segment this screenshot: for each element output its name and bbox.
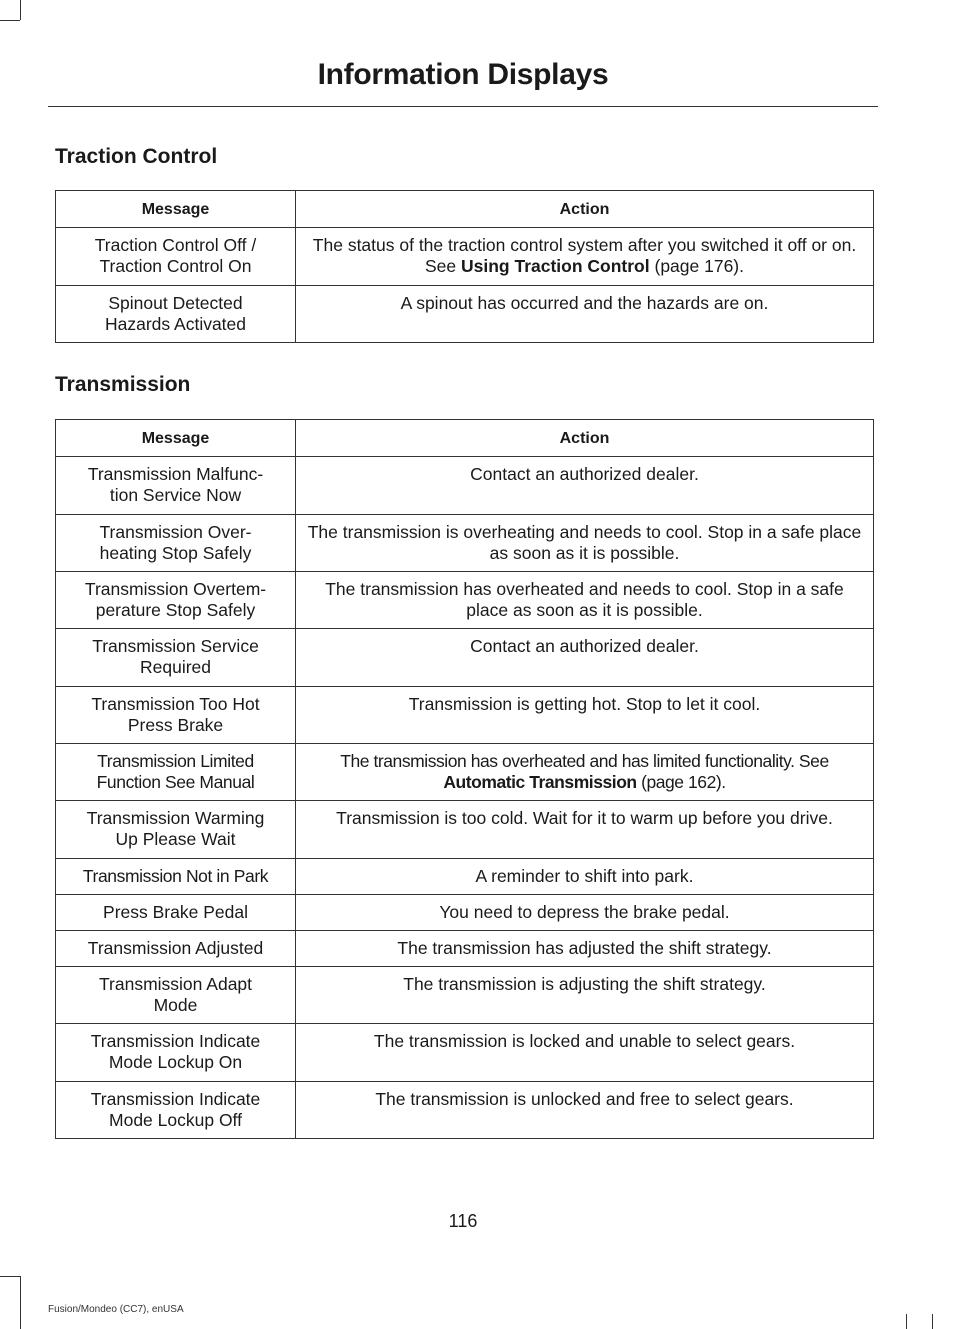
action-text: The transmission has overheated and has limited functionality. See [340, 751, 829, 771]
table-row [56, 744, 874, 801]
action-cell [296, 859, 874, 895]
message-cell [56, 1024, 296, 1082]
action-cell [296, 687, 874, 744]
table-row [56, 967, 874, 1024]
action-cell [296, 457, 874, 515]
message-cell [56, 687, 296, 744]
action-text: The transmission has overheated and needs to cool. Stop in a safe place as soon as it is possible. [325, 579, 844, 620]
column-header-message: Message [56, 420, 296, 457]
message-line: Mode Lockup Off [109, 1110, 242, 1130]
action-cell [296, 572, 874, 629]
action-cell [296, 801, 874, 859]
document-id: Fusion/Mondeo (CC7), enUSA [48, 1304, 184, 1315]
table-row [56, 801, 874, 859]
message-line: Transmission Indicate [90, 1089, 261, 1109]
table-row [56, 687, 874, 744]
crop-mark-bottom-right-v1 [906, 1314, 907, 1329]
action-text: The transmission has adjusted the shift strategy. [397, 938, 772, 958]
message-line: Transmission Overtem- [84, 579, 267, 599]
action-cell [296, 228, 874, 286]
table-row [56, 931, 874, 967]
message-line: Traction Control Off / [94, 235, 257, 255]
action-text: A reminder to shift into park. [475, 866, 694, 886]
action-cell [296, 931, 874, 967]
message-cell [56, 286, 296, 343]
section-heading-transmission: Transmission [55, 373, 191, 396]
action-text: The transmission is adjusting the shift strategy. [403, 974, 766, 994]
message-line: tion Service Now [109, 485, 242, 505]
message-line: Hazards Activated [104, 314, 247, 334]
action-cell [296, 895, 874, 931]
action-text: The status of the traction control system after you switched it off or on. See [312, 235, 857, 276]
message-cell [56, 1082, 296, 1139]
action-text: The transmission is unlocked and free to select gears. [375, 1089, 794, 1109]
column-header-action: Action [296, 191, 874, 228]
message-line: Transmission Service [92, 636, 259, 656]
column-header-action: Action [296, 420, 874, 457]
crop-mark-bottom-left-h [0, 1276, 20, 1277]
action-cell [296, 286, 874, 343]
crop-mark-bottom-left-v [20, 1276, 21, 1329]
action-cell [296, 629, 874, 687]
action-text: Contact an authorized dealer. [470, 464, 699, 484]
table-row [56, 859, 874, 895]
message-line: Transmission Warming [86, 808, 265, 828]
message-cell [56, 572, 296, 629]
message-line: heating Stop Safely [99, 543, 252, 563]
table-row [56, 895, 874, 931]
message-line: Press Brake Pedal [103, 902, 248, 922]
transmission-table [55, 419, 874, 1139]
table-row [56, 1024, 874, 1082]
message-line: Mode Lockup On [108, 1052, 243, 1072]
message-line: Press Brake [127, 715, 224, 735]
column-header-message: Message [56, 191, 296, 228]
message-line: Required [139, 657, 212, 677]
action-cell [296, 744, 874, 801]
table-header-row [56, 420, 874, 457]
message-line: Transmission Not in Park [82, 866, 269, 886]
action-text: You need to depress the brake pedal. [439, 902, 730, 922]
message-line: Transmission Too Hot [91, 694, 260, 714]
action-cell [296, 1024, 874, 1082]
cross-reference-link: Using Traction Control [461, 256, 650, 276]
table-row [56, 457, 874, 515]
message-line: Transmission Indicate [90, 1031, 261, 1051]
section-heading-traction: Traction Control [55, 145, 218, 168]
page-title: Information Displays [317, 58, 609, 91]
table-row [56, 629, 874, 687]
message-line: Spinout Detected [108, 293, 243, 313]
message-line: perature Stop Safely [95, 600, 256, 620]
message-cell [56, 801, 296, 859]
message-line: Traction Control On [99, 256, 252, 276]
message-line: Transmission Over- [99, 522, 252, 542]
table-header-row [56, 191, 874, 228]
crop-mark-top-left-h [0, 20, 20, 21]
page-reference: (page 176). [649, 256, 744, 276]
action-cell [296, 515, 874, 572]
table-row [56, 1082, 874, 1139]
message-cell [56, 931, 296, 967]
action-text: The transmission is overheating and needs to cool. Stop in a safe place as soon as it is possible. [307, 522, 862, 563]
action-text: The transmission is locked and unable to select gears. [373, 1031, 796, 1051]
table-row [56, 515, 874, 572]
action-text: A spinout has occurred and the hazards are on. [400, 293, 769, 313]
message-line: Transmission Adapt [98, 974, 253, 994]
message-line: Transmission Malfunc- [87, 464, 264, 484]
message-line: Transmission Adjusted [87, 938, 264, 958]
message-cell [56, 629, 296, 687]
message-cell [56, 515, 296, 572]
action-text: Transmission is too cold. Wait for it to warm up before you drive. [336, 808, 833, 828]
action-cell [296, 1082, 874, 1139]
crop-mark-top-left-v [20, 0, 21, 20]
message-cell [56, 744, 296, 801]
message-line: Transmission Limited [97, 751, 254, 771]
message-cell [56, 457, 296, 515]
action-cell [296, 967, 874, 1024]
table-row [56, 228, 874, 286]
message-cell [56, 228, 296, 286]
table-row [56, 286, 874, 343]
title-divider [48, 106, 878, 107]
action-text: Contact an authorized dealer. [470, 636, 699, 656]
message-cell [56, 859, 296, 895]
message-line: Up Please Wait [115, 829, 236, 849]
page-number: 116 [448, 1211, 478, 1231]
table-row [56, 572, 874, 629]
cross-reference-link: Automatic Transmission [443, 772, 637, 792]
action-text: Transmission is getting hot. Stop to let it cool. [408, 694, 761, 714]
message-line: Function See Manual [96, 772, 255, 792]
crop-mark-bottom-right-v2 [932, 1314, 933, 1329]
traction-control-table [55, 190, 874, 343]
message-cell [56, 967, 296, 1024]
page-reference: (page 162). [636, 772, 726, 792]
message-cell [56, 895, 296, 931]
message-line: Mode [153, 995, 198, 1015]
